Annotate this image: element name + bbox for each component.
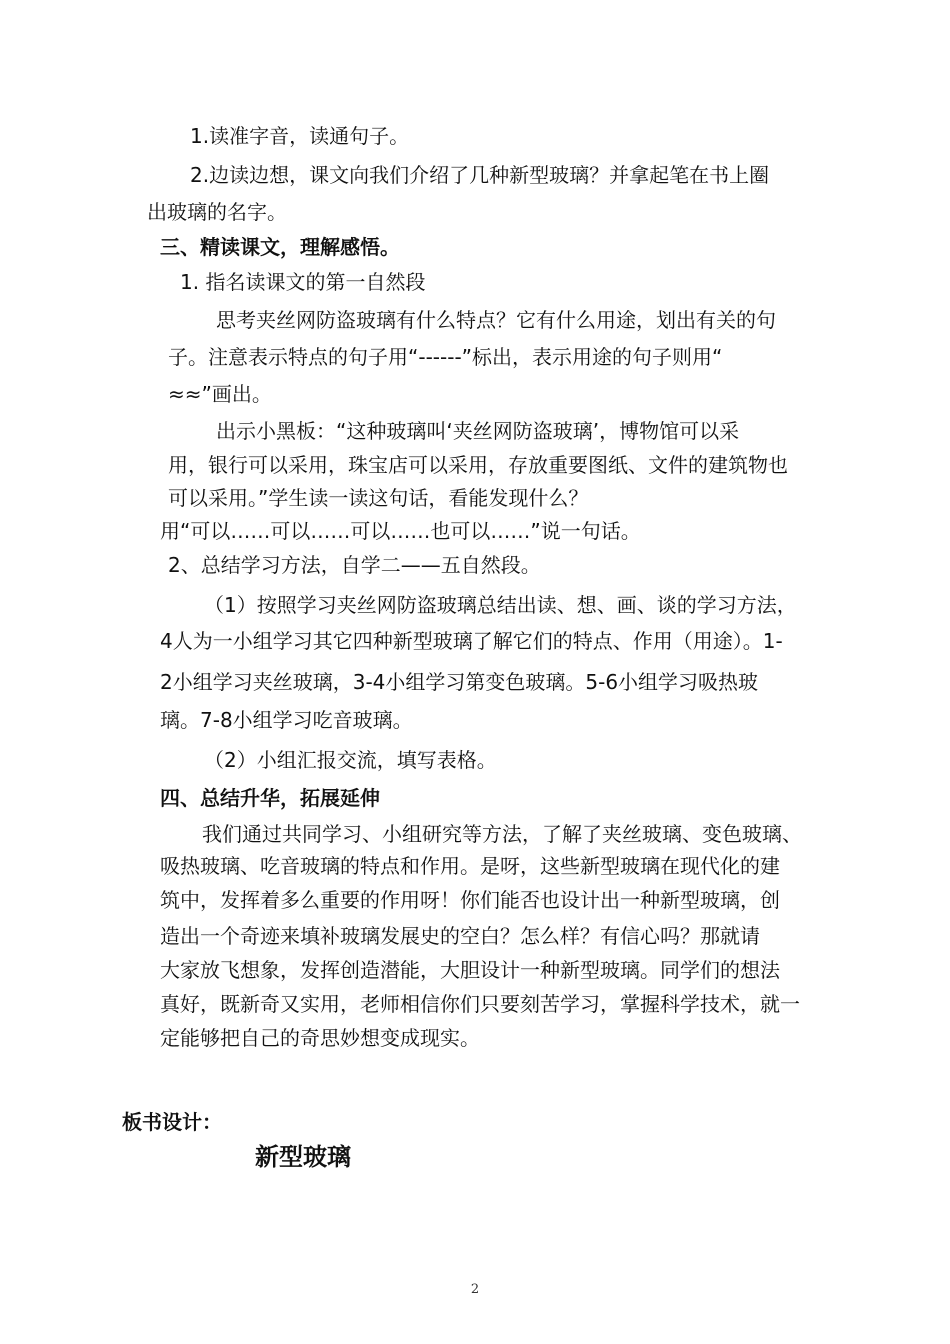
paragraph-think: 思考夹丝网防盗玻璃有什么特点？它有什么用途，划出有关的句 — [216, 308, 776, 332]
paragraph-blackboard: 出示小黑板：“这种玻璃叫‘夹丝网防盗玻璃’，博物馆可以采 — [216, 419, 740, 443]
sub-item-1-cont-3: 璃。7-8小组学习吃音玻璃。 — [160, 708, 413, 732]
section-4-heading: 四、总结升华，拓展延伸 — [160, 786, 380, 810]
summary-paragraph-2: 吸热玻璃、吃音玻璃的特点和作用。是呀，这些新型玻璃在现代化的建 — [160, 854, 780, 878]
sub-item-2: （2）小组汇报交流，填写表格。 — [204, 748, 497, 772]
blackboard-design-label: 板书设计： — [122, 1110, 222, 1134]
section-3-heading: 三、精读课文，理解感悟。 — [160, 235, 400, 259]
paragraph-think-3: ≈≈”画出。 — [168, 382, 272, 406]
paragraph-blackboard-2: 用，银行可以采用，珠宝店可以采用，存放重要图纸、文件的建筑物也 — [168, 453, 788, 477]
step-read-aloud: 1.读准字音，读通句子。 — [190, 124, 410, 148]
step-read-and-think-cont: 出玻璃的名字。 — [147, 200, 287, 224]
summary-paragraph-7: 定能够把自己的奇思妙想变成现实。 — [160, 1026, 480, 1050]
summary-paragraph-4: 造出一个奇迹来填补玻璃发展史的空白？怎么样？有信心吗？那就请 — [160, 924, 760, 948]
sentence-practice: 用“可以……可以……可以……也可以……”说一句话。 — [160, 519, 641, 543]
item-1-read-paragraph: 1. 指名读课文的第一自然段 — [180, 270, 426, 294]
paragraph-think-2: 子。注意表示特点的句子用“------”标出，表示用途的句子则用“ — [168, 345, 723, 369]
item-2-summary: 2、总结学习方法，自学二——五自然段。 — [168, 553, 541, 577]
blackboard-title: 新型玻璃 — [255, 1143, 351, 1171]
summary-paragraph-3: 筑中，发挥着多么重要的作用呀！你们能否也设计出一种新型玻璃，创 — [160, 888, 780, 912]
summary-paragraph-1: 我们通过共同学习、小组研究等方法，了解了夹丝玻璃、变色玻璃、 — [202, 822, 802, 846]
summary-paragraph-5: 大家放飞想象，发挥创造潜能，大胆设计一种新型玻璃。同学们的想法 — [160, 958, 780, 982]
sub-item-1-cont-1: 4人为一小组学习其它四种新型玻璃了解它们的特点、作用（用途）。1- — [160, 629, 783, 653]
sub-item-1-cont-2: 2小组学习夹丝玻璃，3-4小组学习第变色玻璃。5-6小组学习吸热玻 — [160, 670, 759, 694]
step-read-and-think: 2.边读边想，课文向我们介绍了几种新型玻璃？并拿起笔在书上圈 — [190, 163, 770, 187]
sub-item-1: （1）按照学习夹丝网防盗玻璃总结出读、想、画、谈的学习方法， — [204, 593, 797, 617]
summary-paragraph-6: 真好，既新奇又实用，老师相信你们只要刻苦学习，掌握科学技术，就一 — [160, 992, 800, 1016]
page-number: 2 — [470, 1282, 480, 1297]
paragraph-blackboard-3: 可以采用。”学生读一读这句话，看能发现什么？ — [168, 486, 589, 510]
